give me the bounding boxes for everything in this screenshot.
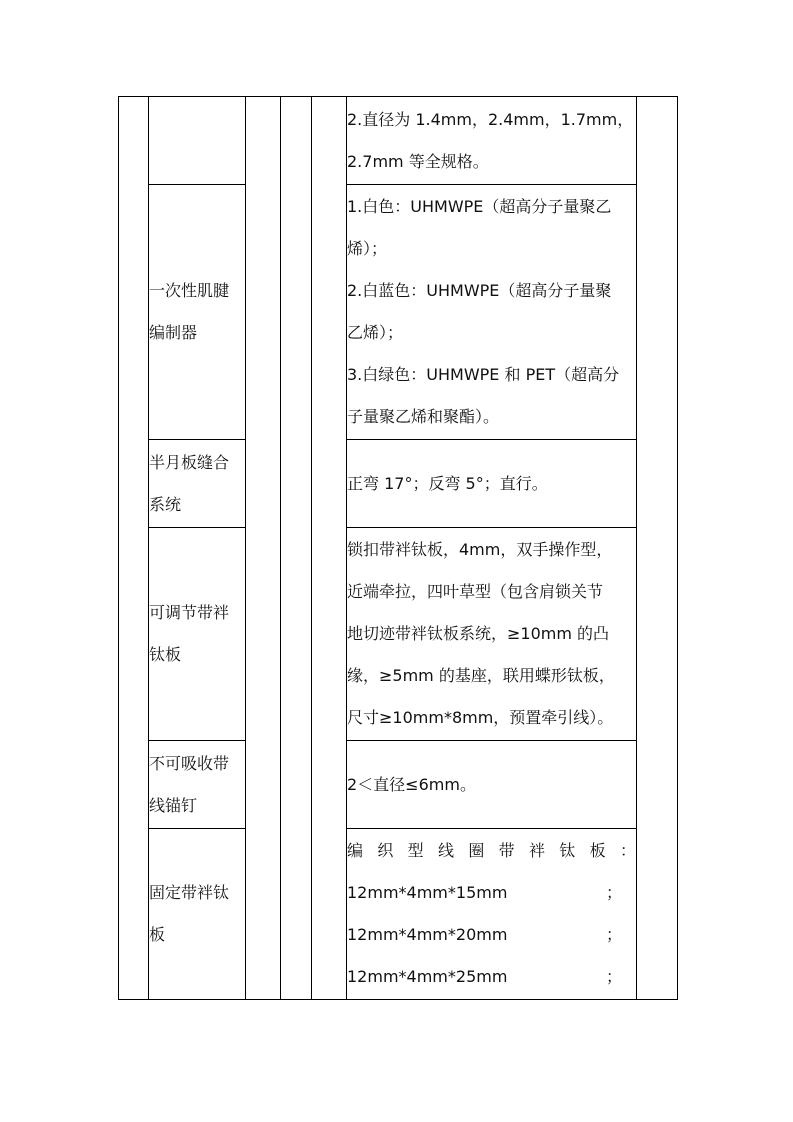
spec-line: 2.白蓝色：UHMWPE（超高分子量聚 <box>347 281 612 300</box>
item-name-cell <box>149 185 246 440</box>
item-name-line: 系统 <box>149 494 182 514</box>
spec-char: 带 <box>498 841 515 860</box>
empty-cell <box>246 97 281 1000</box>
separator: ； <box>605 967 622 986</box>
item-name-line: 一次性肌腱 <box>149 281 230 300</box>
spec-line: 2＜直径≤6mm。 <box>347 774 476 794</box>
spec-size-line <box>347 956 636 998</box>
spec-cell <box>347 185 637 440</box>
item-name-line: 固定带袢钛 <box>149 883 230 902</box>
spec-cell <box>347 97 637 185</box>
left-margin-cell <box>119 97 149 1000</box>
spec-line: 尺寸≥10mm*8mm，预置牵引线）。 <box>347 708 614 727</box>
spec-cell <box>347 741 637 829</box>
table-row <box>119 185 678 440</box>
spec-char: 钛 <box>559 841 576 860</box>
spec-char: 袢 <box>528 841 545 860</box>
spec-char: 线 <box>437 841 454 860</box>
spec-cell <box>347 528 637 741</box>
separator: ； <box>605 925 622 944</box>
table-row <box>119 440 678 528</box>
spec-size-line <box>347 872 636 914</box>
item-name-line: 线锚钉 <box>149 795 198 815</box>
table-row <box>119 741 678 829</box>
item-name-line: 板 <box>149 925 166 944</box>
item-name-line: 编制器 <box>149 323 198 342</box>
spec-line: 锁扣带袢钛板，4mm，双手操作型， <box>347 540 613 559</box>
item-name-cell <box>149 97 246 185</box>
spec-line: 3.白绿色：UHMWPE 和 PET（超高分 <box>347 365 620 384</box>
spec-heading-line <box>347 830 636 872</box>
table-row <box>119 97 678 185</box>
item-name-cell <box>149 829 246 1000</box>
item-name-cell <box>149 440 246 528</box>
spec-line: 正弯 17°；反弯 5°；直行。 <box>347 473 548 493</box>
spec-line: 缘，≥5mm 的基座，联用蝶形钛板， <box>347 666 615 685</box>
spec-line: 近端牵拉，四叶草型（包含肩锁关节 <box>347 582 604 601</box>
table-row <box>119 528 678 741</box>
spec-char: 圈 <box>468 841 485 860</box>
spec-line: 1.白色：UHMWPE（超高分子量聚乙 <box>347 197 612 216</box>
spec-line: 烯）； <box>347 239 388 258</box>
spec-table <box>118 96 678 1000</box>
spec-line: 地切迹带袢钛板系统，≥10mm 的凸 <box>347 624 610 643</box>
spec-line: 乙烯）； <box>347 323 404 342</box>
separator: ； <box>605 883 622 902</box>
size-value: 12mm*4mm*20mm <box>347 925 508 944</box>
right-margin-cell <box>637 97 678 1000</box>
table-row <box>119 829 678 1000</box>
item-name-line: 钛板 <box>149 645 182 664</box>
spec-char: 编 <box>347 841 364 860</box>
spec-char: 织 <box>377 841 394 860</box>
size-value: 12mm*4mm*25mm <box>347 967 508 986</box>
size-value: 12mm*4mm*15mm <box>347 883 508 902</box>
spec-char: 板 <box>589 841 606 860</box>
spec-char: ： <box>619 841 636 860</box>
spec-line: 2.7mm 等全规格。 <box>347 151 489 171</box>
spec-cell <box>347 440 637 528</box>
item-name-line: 可调节带袢 <box>149 603 230 622</box>
spec-line: 子量聚乙烯和聚酯）。 <box>347 407 500 426</box>
item-name-cell <box>149 528 246 741</box>
item-name-cell <box>149 741 246 829</box>
empty-cell <box>312 97 347 1000</box>
spec-size-line <box>347 914 636 956</box>
spec-cell <box>347 829 637 1000</box>
spec-char: 型 <box>407 841 424 860</box>
spec-line: 2.直径为 1.4mm，2.4mm，1.7mm， <box>347 109 634 129</box>
empty-cell <box>281 97 312 1000</box>
item-name-line: 半月板缝合 <box>149 452 230 472</box>
item-name-line: 不可吸收带 <box>149 753 230 773</box>
